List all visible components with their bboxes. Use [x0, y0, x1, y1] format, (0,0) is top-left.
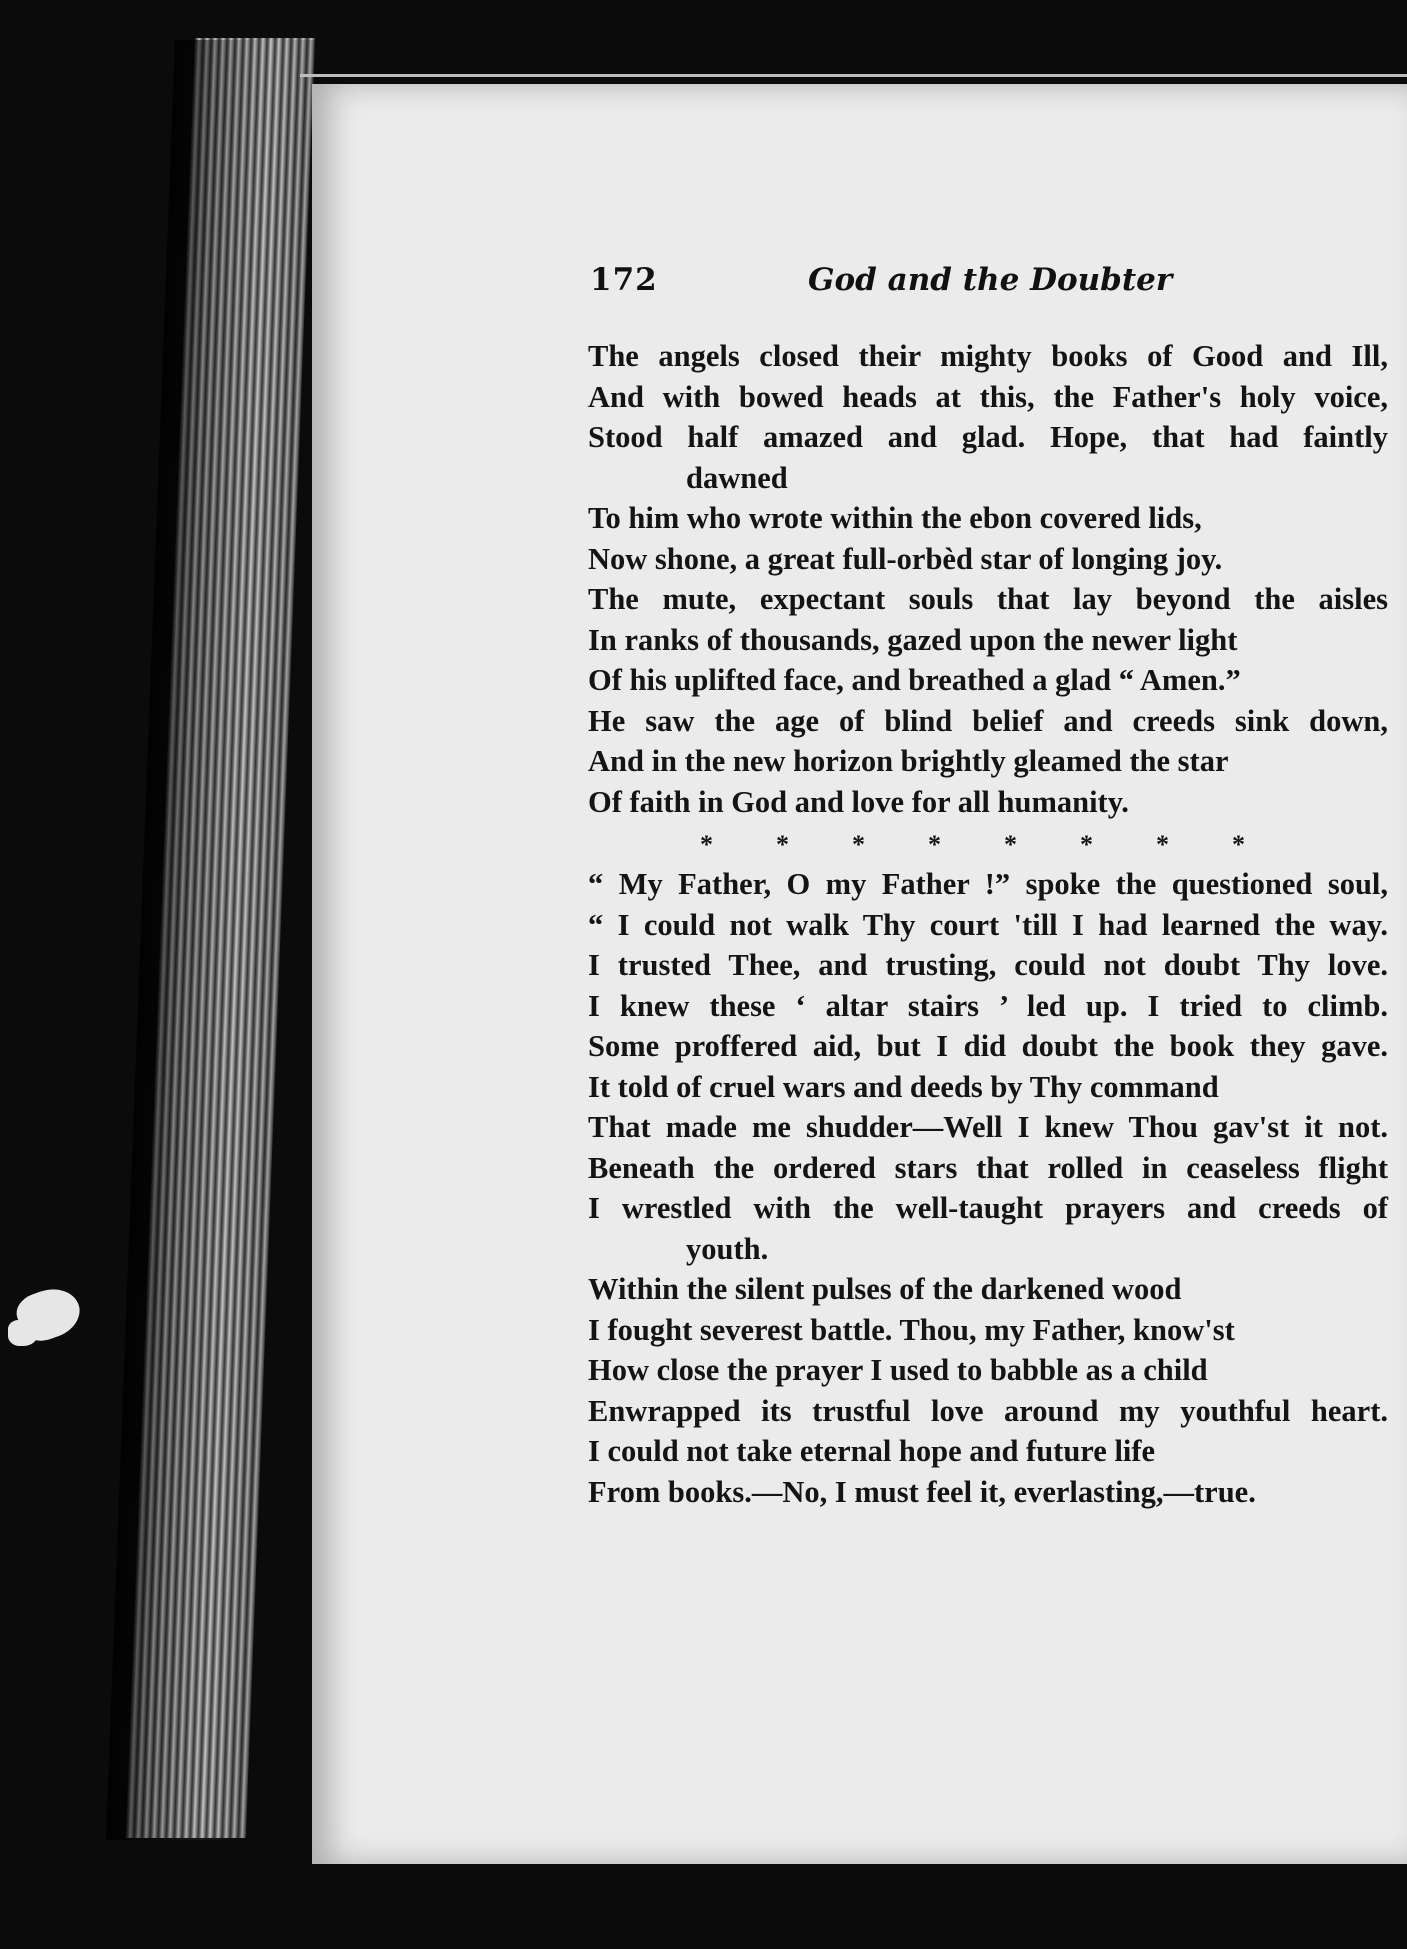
poem-line: Of his uplifted face, and breathed a glad “ Amen.”: [588, 663, 1241, 697]
page-number: 172: [590, 262, 658, 298]
poem-line: Some proffered aid, but I did doubt the book they gave.: [588, 1029, 1388, 1063]
poem-line: To him who wrote within the ebon covered lids,: [588, 501, 1202, 535]
separator-asterisk: *: [1156, 830, 1169, 859]
poem-line: Within the silent pulses of the darkened wood: [588, 1272, 1182, 1306]
separator-asterisk: *: [776, 830, 789, 859]
poem-line: From books.—No, I must feel it, everlasting,—true.: [588, 1474, 1256, 1509]
poem-line: Now shone, a great full-orbèd star of longing joy.: [588, 541, 1223, 576]
poem-line: “ My Father, O my Father !” spoke the questioned soul,: [588, 867, 1388, 901]
poem-text: [588, 336, 1388, 1512]
poem-line: Stood half amazed and glad. Hope, that had faintly: [588, 420, 1388, 454]
poem-line: In ranks of thousands, gazed upon the newer light: [588, 622, 1238, 657]
separator-asterisk: *: [1232, 830, 1245, 859]
separator-asterisk: *: [700, 830, 713, 859]
poem-line-continuation: dawned: [686, 460, 788, 495]
poem-line: How close the prayer I used to babble as a child: [588, 1353, 1208, 1387]
separator-asterisk: *: [1080, 830, 1093, 859]
poem-line: Of faith in God and love for all humanity.: [588, 784, 1129, 819]
separator-asterisk: *: [852, 830, 865, 859]
poem-line: And in the new horizon brightly gleamed the star: [588, 744, 1229, 778]
poem-line: Enwrapped its trustful love around my youthful heart.: [588, 1393, 1388, 1428]
poem-line: “ I could not walk Thy court 'till I had learned the way.: [588, 907, 1388, 942]
poem-line: I trusted Thee, and trusting, could not doubt Thy love.: [588, 948, 1388, 982]
poem-line: He saw the age of blind belief and creeds sink down,: [588, 703, 1388, 738]
separator-asterisk: *: [1004, 830, 1017, 859]
running-title: God and the Doubter: [808, 262, 1173, 298]
running-header: [590, 262, 1390, 310]
poem-line: I fought severest battle. Thou, my Father, know'st: [588, 1312, 1235, 1347]
poem-line: I knew these ‘ altar stairs ’ led up. I tried to climb.: [588, 988, 1388, 1023]
section-separator: [588, 822, 1388, 864]
scanner-speck: [8, 1320, 38, 1346]
poem-line: That made me shudder—Well I knew Thou gav'st it not.: [588, 1110, 1388, 1144]
poem-line: I wrestled with the well-taught prayers and creeds of: [588, 1191, 1388, 1225]
separator-asterisk: *: [928, 830, 941, 859]
poem-line-continuation: youth.: [686, 1231, 769, 1266]
page-top-edge: [300, 74, 1407, 77]
poem-line: The angels closed their mighty books of Good and Ill,: [588, 339, 1388, 373]
poem-line: I could not take eternal hope and future life: [588, 1434, 1156, 1468]
poem-line: Beneath the ordered stars that rolled in ceaseless flight: [588, 1150, 1388, 1185]
poem-line: And with bowed heads at this, the Father's holy voice,: [588, 379, 1388, 414]
poem-line: The mute, expectant souls that lay beyond the aisles: [588, 582, 1388, 616]
page-edges-shadow: [106, 40, 315, 1840]
poem-line: It told of cruel wars and deeds by Thy command: [588, 1069, 1219, 1104]
